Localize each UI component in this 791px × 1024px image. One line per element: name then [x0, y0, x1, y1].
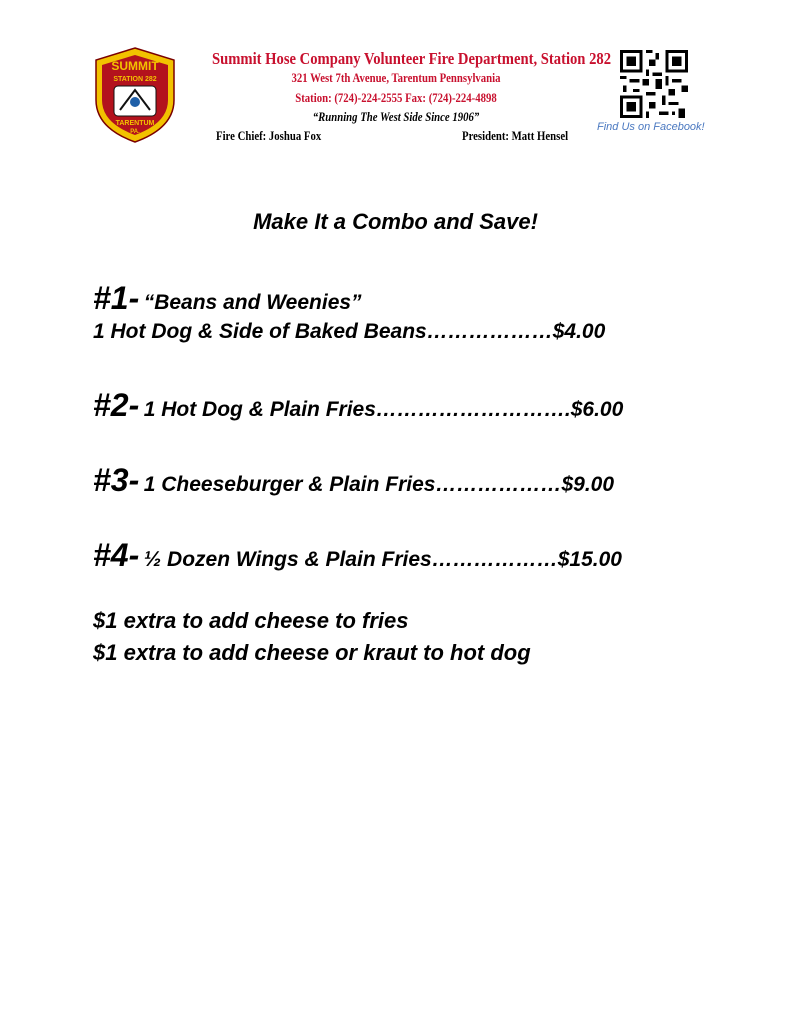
- fire-department-logo: [92, 46, 178, 144]
- combo-number: #2-: [93, 387, 140, 423]
- combo-name: 1 Cheeseburger & Plain Fries………………$9.00: [143, 473, 615, 496]
- department-address: 321 West 7th Avenue, Tarentum Pennsylvania: [291, 71, 501, 85]
- combo-name: ½ Dozen Wings & Plain Fries………………$15.00: [143, 548, 622, 571]
- combo-number: #4-: [93, 537, 140, 573]
- extra-cheese-kraut-hot-dog: $1 extra to add cheese or kraut to hot dog: [93, 640, 531, 665]
- logo-text-summit: SUMMIT: [111, 59, 159, 73]
- president: President: Matt Hensel: [462, 129, 569, 143]
- combo-4: [93, 537, 622, 574]
- combo-1-details: 1 Hot Dog & Side of Baked Beans………………$4.00: [93, 320, 606, 343]
- extra-cheese-fries: $1 extra to add cheese to fries: [93, 608, 409, 633]
- facebook-link[interactable]: Find Us on Facebook!: [597, 121, 705, 133]
- department-phone-fax: Station: (724)-224-2555 Fax: (724)-224-4898: [295, 91, 497, 105]
- combo-name: “Beans and Weenies”: [143, 291, 362, 314]
- combo-number: #1-: [93, 280, 140, 316]
- combo-3: [93, 462, 614, 499]
- logo-text-tarentum: TARENTUM: [115, 120, 155, 127]
- combo-2: [93, 387, 623, 424]
- logo-text-pa: PA.: [130, 129, 140, 135]
- department-title: Summit Hose Company Volunteer Fire Department, Station 282: [211, 49, 612, 68]
- combo-number: #3-: [93, 462, 140, 498]
- combo-name: 1 Hot Dog & Plain Fries……………………….$6.00: [143, 398, 624, 421]
- qr-code-icon[interactable]: [620, 50, 688, 118]
- combo-1: [93, 280, 362, 317]
- page-headline: Make It a Combo and Save!: [253, 209, 538, 234]
- logo-text-station: STATION 282: [113, 76, 157, 83]
- department-slogan: “Running The West Side Since 1906”: [312, 110, 480, 124]
- fire-chief: Fire Chief: Joshua Fox: [216, 129, 322, 143]
